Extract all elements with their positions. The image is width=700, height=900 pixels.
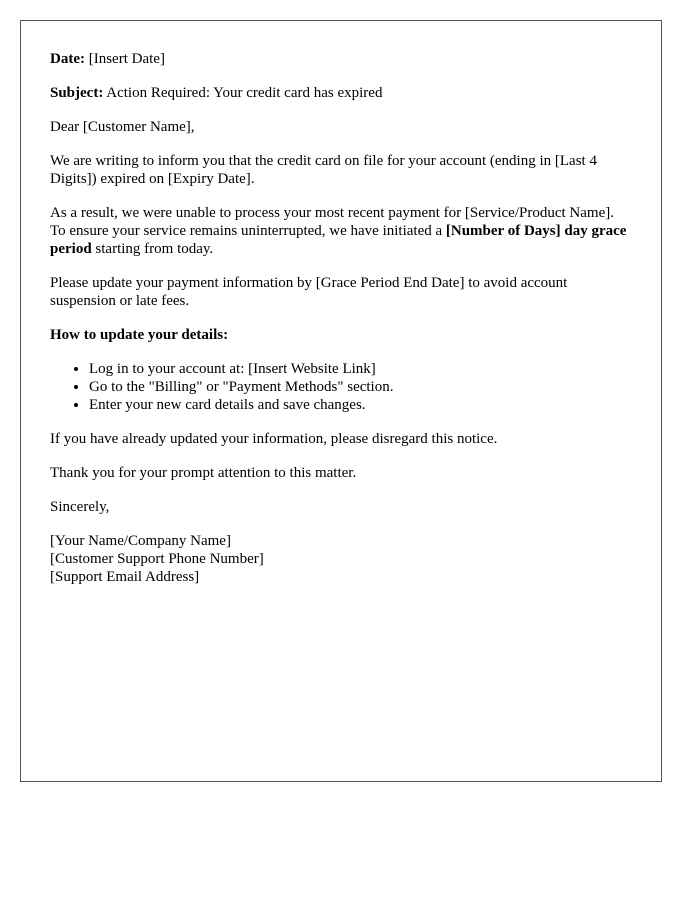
subject-value: Action Required: Your credit card has expired	[106, 85, 383, 101]
grace-period-emphasis: [Number of Days] day grace period	[50, 223, 627, 257]
list-item: • Enter your new card details and save changes.	[89, 396, 633, 414]
signature-email: [Support Email Address]	[50, 569, 200, 585]
greeting: Dear [Customer Name],	[50, 119, 195, 135]
update-steps-list	[50, 360, 633, 414]
list-item: • Log in to your account at: [Insert Website Link]	[89, 360, 633, 378]
grace-text-start: As a result, we were unable to process your most recent payment for [Service/Product Name]. To ensure your service remains uninterrupted, we have initiated a	[50, 205, 614, 239]
paragraph-thanks: Thank you for your prompt attention to this matter.	[50, 465, 357, 481]
letter-document	[20, 20, 662, 782]
list-item: • Go to the "Billing" or "Payment Methods" section.	[89, 378, 633, 396]
signature-name: [Your Name/Company Name]	[50, 533, 231, 549]
howto-heading	[50, 326, 633, 344]
subject-line	[50, 84, 633, 102]
date-label: Date:	[50, 51, 85, 67]
paragraph-update-deadline: Please update your payment information by [Grace Period End Date] to avoid account suspension or late fees.	[50, 275, 568, 309]
grace-text-end: starting from today.	[91, 241, 214, 257]
subject-label: Subject:	[50, 85, 104, 101]
paragraph-expired-card: We are writing to inform you that the credit card on file for your account (ending in [Last 4 Digits]) expired on [Expiry Date].	[50, 153, 597, 187]
signature-block	[50, 532, 633, 586]
date-line	[50, 50, 633, 68]
paragraph-disregard: If you have already updated your information, please disregard this notice.	[50, 431, 498, 447]
date-value: [Insert Date]	[88, 51, 165, 67]
howto-heading-text: How to update your details:	[50, 327, 229, 343]
closing: Sincerely,	[50, 499, 110, 515]
paragraph-grace-period	[50, 204, 633, 258]
signature-phone: [Customer Support Phone Number]	[50, 551, 264, 567]
